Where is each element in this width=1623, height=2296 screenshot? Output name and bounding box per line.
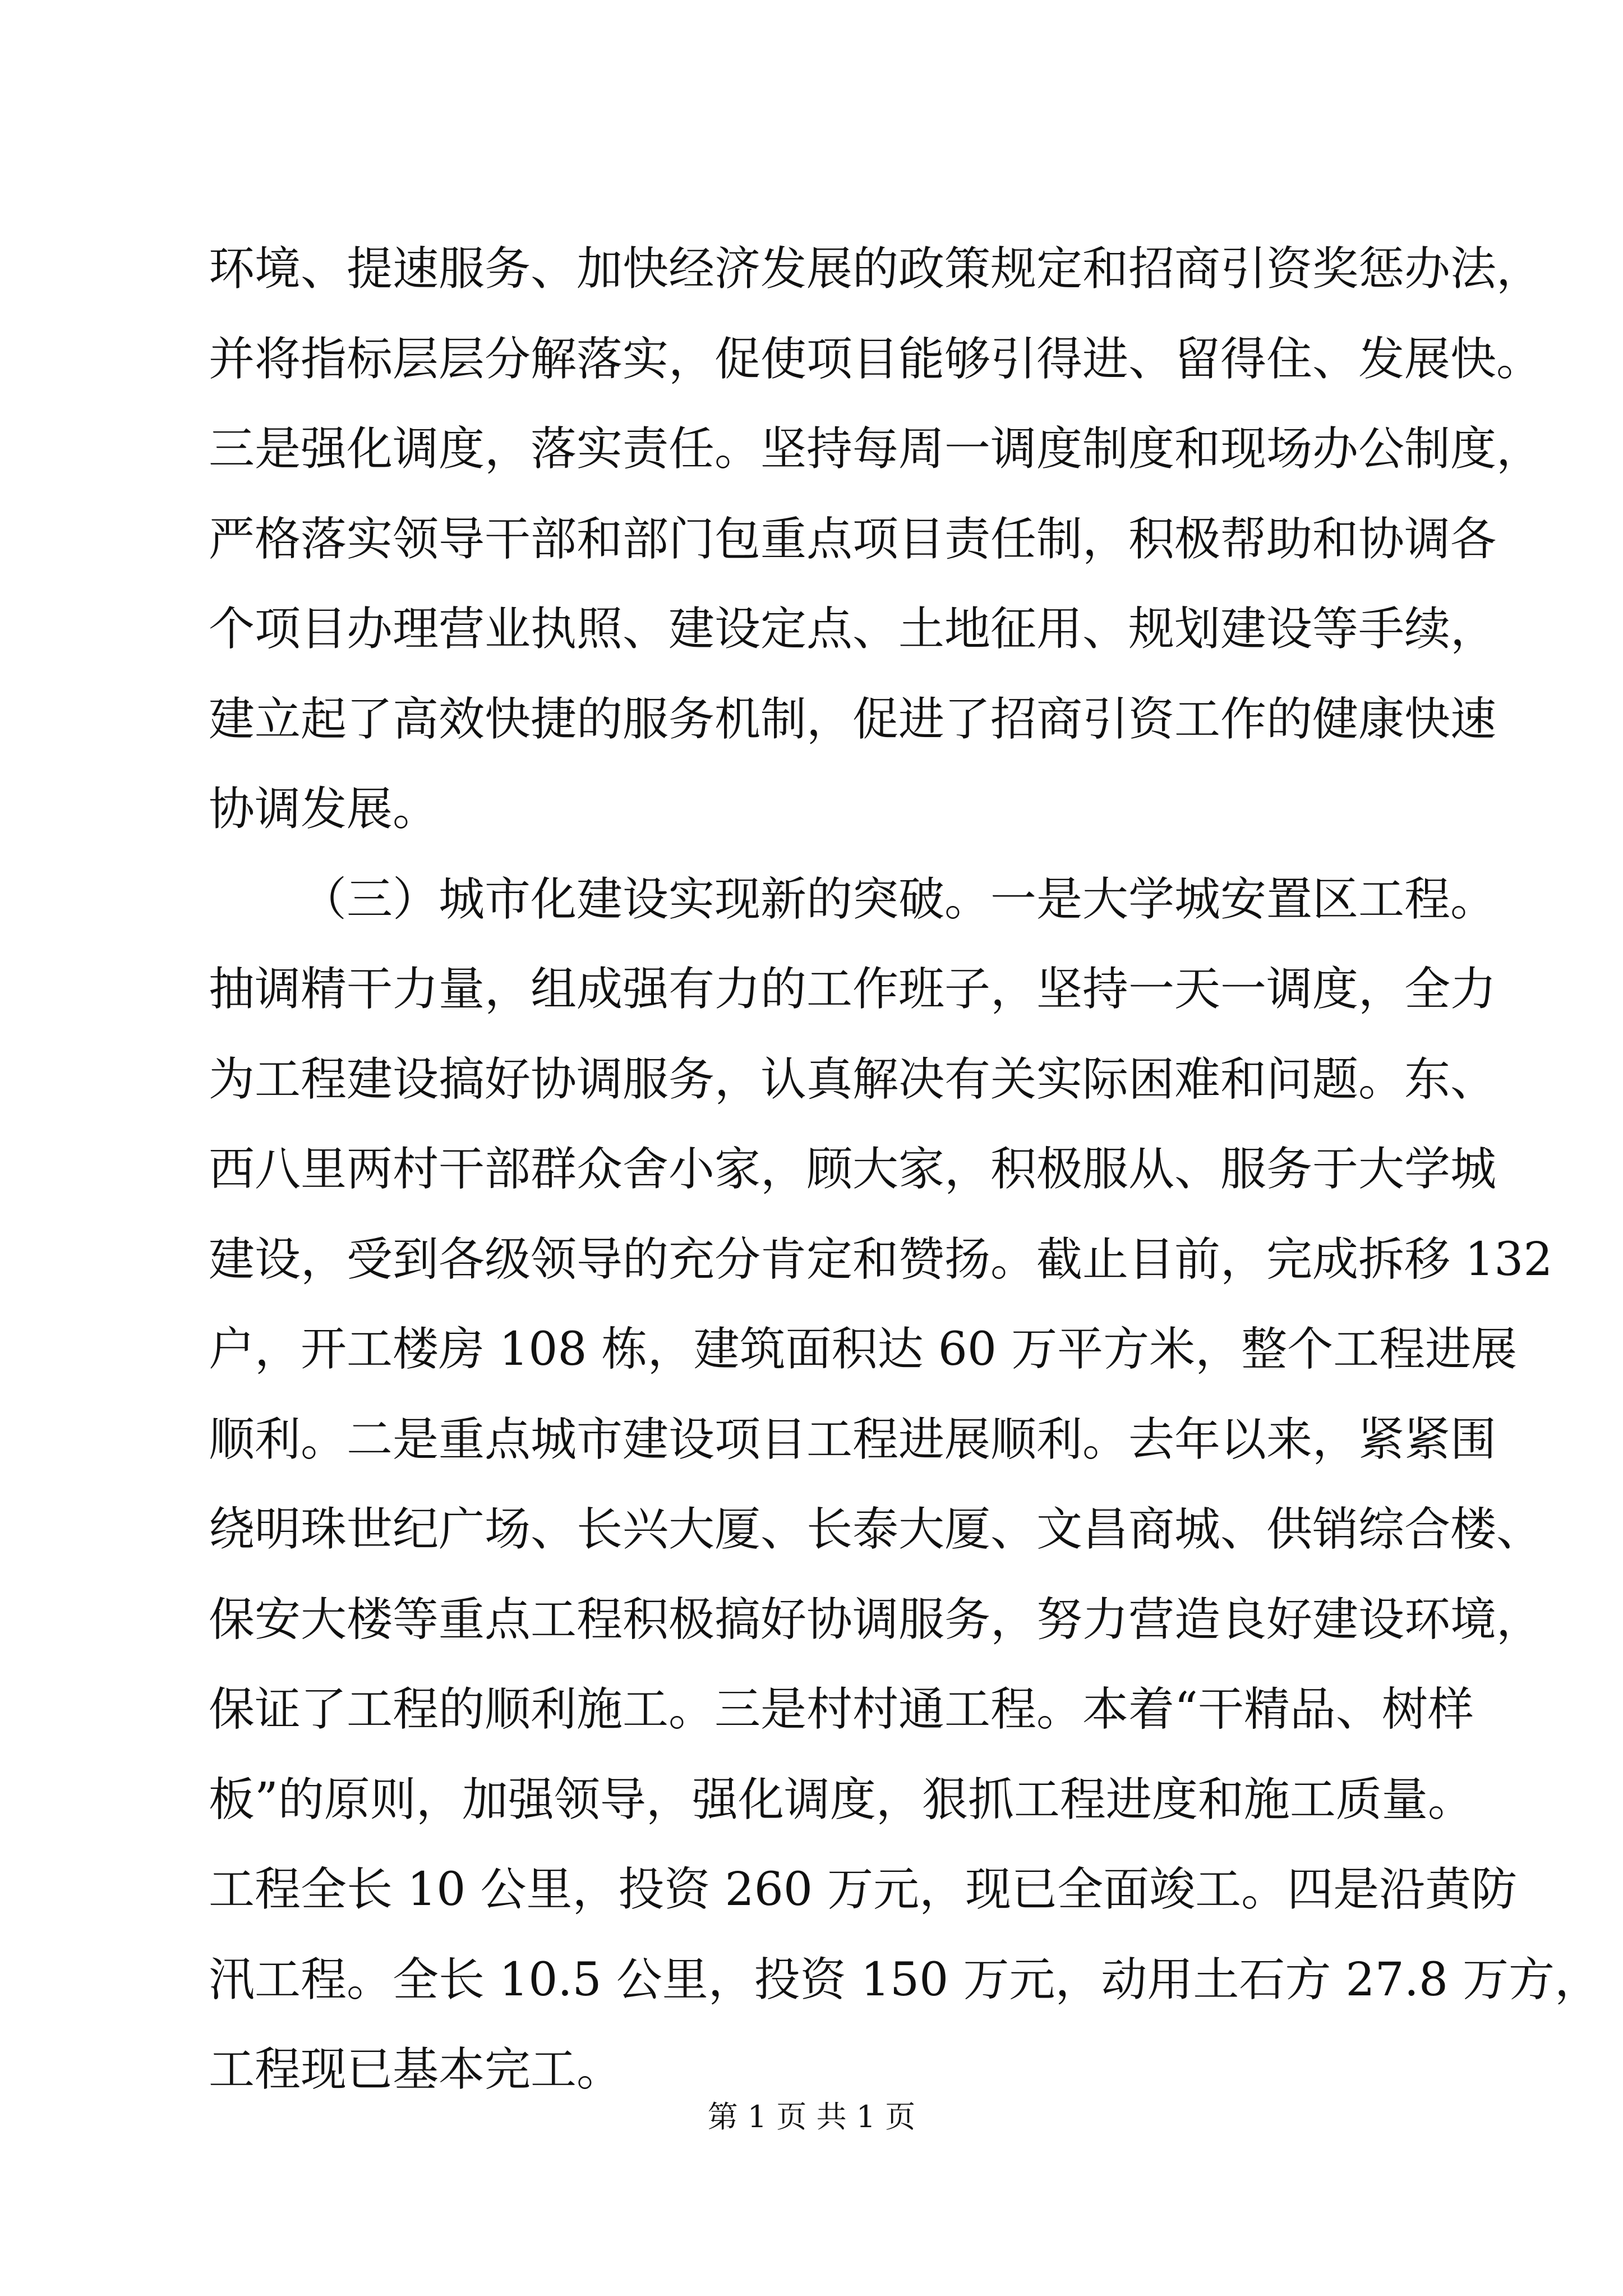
paragraph-2-line-4: 西八里两村干部群众舍小家，顾大家，积极服从、服务于大学城: [209, 1143, 1497, 1196]
paragraph-2-line-11: 板”的原则，加强领导，强化调度，狠抓工程进度和施工质量。: [209, 1773, 1474, 1826]
paragraph-2-line-9: 保安大楼等重点工程积极搞好协调服务，努力营造良好建设环境，: [209, 1593, 1543, 1646]
document-body: [209, 224, 1601, 2115]
paragraph-2-line-3: 为工程建设搞好协调服务，认真解决有关实际困难和问题。东、: [209, 1052, 1497, 1106]
paragraph-2-line-1: （三）城市化建设实现新的突破。一是大学城安置区工程。: [301, 872, 1497, 926]
paragraph-1-line-6: 建立起了高效快捷的服务机制，促进了招商引资工作的健康快速: [209, 692, 1497, 746]
paragraph-1-line-3: 三是强化调度，落实责任。坚持每周一调度制度和现场办公制度，: [209, 422, 1543, 476]
paragraph-1-line-1: 环境、提速服务、加快经济发展的政策规定和招商引资奖惩办法，: [209, 242, 1543, 296]
paragraph-2-line-2: 抽调精干力量，组成强有力的工作班子，坚持一天一调度，全力: [209, 963, 1497, 1016]
page-number: 第 1 页 共 1 页: [707, 2099, 916, 2134]
paragraph-1-line-2: 并将指标层层分解落实，促使项目能够引得进、留得住、发展快。: [209, 332, 1543, 386]
paragraph-2-line-10: 保证了工程的顺利施工。三是村村通工程。本着“干精品、树样: [209, 1683, 1474, 1736]
paragraph-2-line-8: 绕明珠世纪广场、长兴大厦、长泰大厦、文昌商城、供销综合楼、: [209, 1503, 1543, 1556]
paragraph-1-line-4: 严格落实领导干部和部门包重点项目责任制，积极帮助和协调各: [209, 512, 1497, 566]
paragraph-2-line-7: 顺利。二是重点城市建设项目工程进展顺利。去年以来，紧紧围: [209, 1412, 1497, 1466]
paragraph-2-line-6: 户，开工楼房 108 栋，建筑面积达 60 万平方米，整个工程进展: [209, 1323, 1518, 1376]
paragraph-1-line-5: 个项目办理营业执照、建设定点、土地征用、规划建设等手续，: [209, 602, 1497, 656]
paragraph-2-line-12: 工程全长 10 公里，投资 260 万元，现已全面竣工。四是沿黄防: [209, 1863, 1518, 1916]
paragraph-2-line-14: 工程现已基本完工。: [209, 2043, 623, 2096]
paragraph-2-line-5: 建设，受到各级领导的充分肯定和赞扬。截止目前，完成拆移 132: [209, 1232, 1553, 1286]
paragraph-1-line-7: 协调发展。: [209, 783, 439, 836]
paragraph-2-line-13: 汛工程。全长 10.5 公里，投资 150 万元，动用土石方 27.8 万方，: [209, 1953, 1601, 2007]
page-footer: [0, 2097, 1623, 2137]
